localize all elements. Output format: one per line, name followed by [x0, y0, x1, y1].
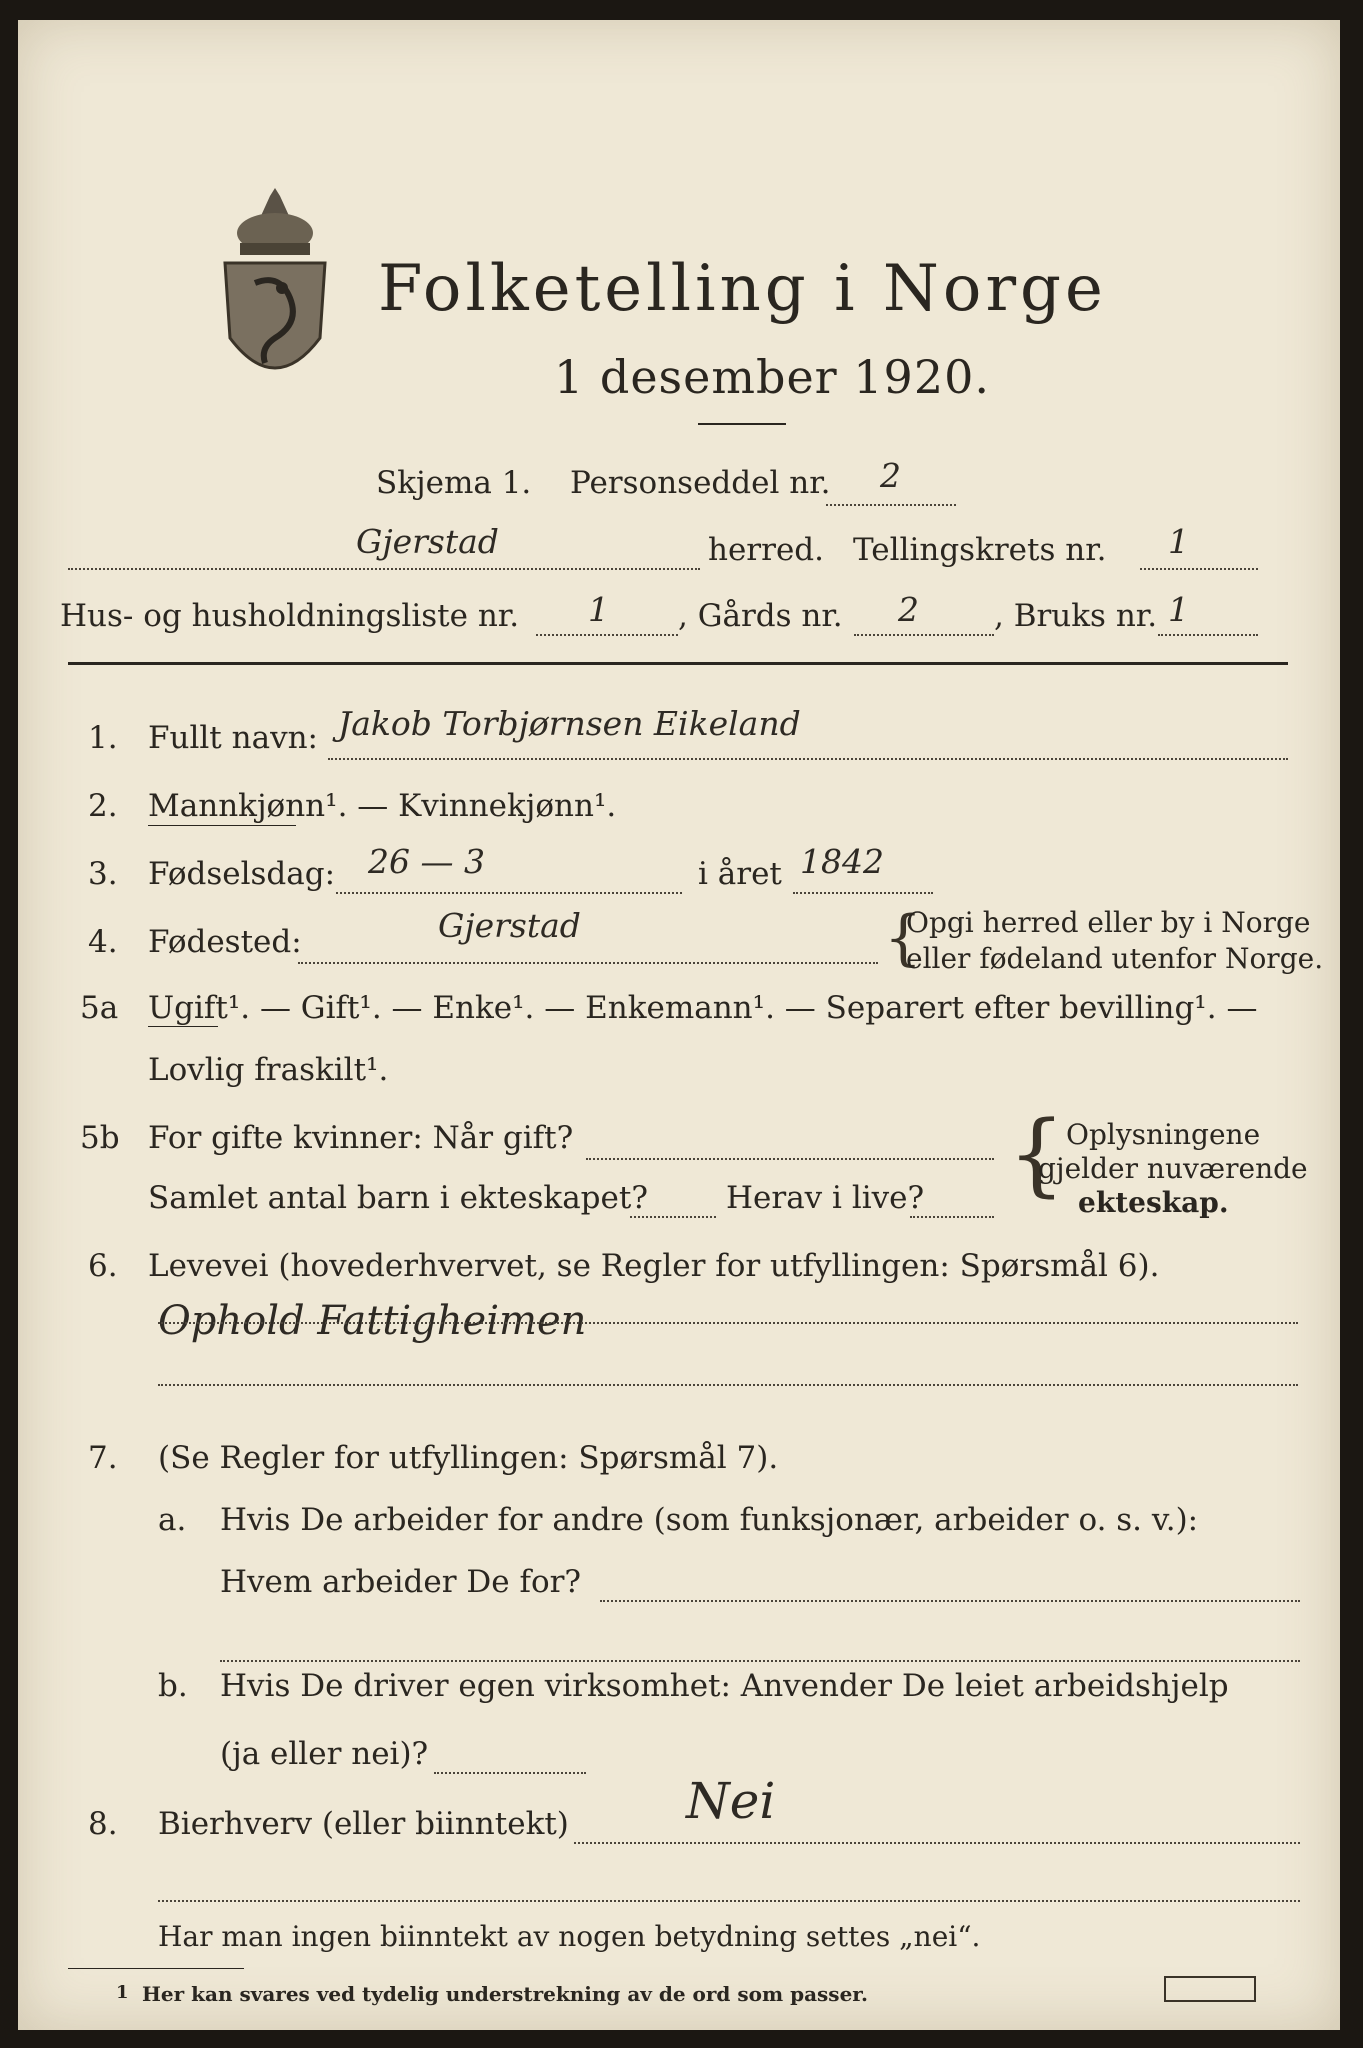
q7b-line2: (ja eller nei)? — [220, 1736, 429, 1772]
q4-number: 4. — [88, 924, 118, 960]
q5a-number: 5a — [80, 990, 119, 1026]
ugift-underline — [148, 1026, 218, 1027]
side-income-value[interactable]: Nei — [686, 1772, 776, 1830]
gender-options[interactable]: Mannkjønn¹. — Kvinnekjønn¹. — [148, 788, 617, 824]
husholdningsliste-value[interactable]: 1 — [588, 590, 609, 629]
q4-brace: { — [884, 903, 923, 973]
occupation-field-line2 — [158, 1384, 1298, 1386]
personseddel-field-line — [826, 504, 956, 506]
personseddel-label: Personseddel nr. — [570, 465, 831, 501]
q8-number: 8. — [88, 1806, 118, 1842]
side-income-field-line2 — [158, 1900, 1300, 1902]
q5b-label-married: For gifte kvinner: Når gift? — [148, 1120, 574, 1156]
birthplace-field-line — [298, 962, 878, 964]
gards-label: , Gårds nr. — [678, 598, 843, 634]
q6-number: 6. — [88, 1248, 118, 1284]
employer-field-line1 — [600, 1600, 1300, 1602]
husholdningsliste-field-line — [536, 634, 678, 636]
title-divider — [698, 423, 786, 425]
coat-of-arms-icon — [220, 188, 330, 398]
herred-field-line — [68, 568, 700, 570]
q7a-letter: a. — [158, 1502, 187, 1538]
bruks-field-line — [1158, 634, 1258, 636]
q5b-brace: { — [1008, 1102, 1066, 1207]
birthplace-value[interactable]: Gjerstad — [438, 906, 581, 945]
q2-number: 2. — [88, 788, 118, 824]
q5b-note-line2: gjelder nuværende — [1038, 1152, 1308, 1185]
q8-label: Bierhverv (eller biinntekt) — [158, 1806, 569, 1842]
q5b-number: 5b — [80, 1120, 120, 1156]
q7a-line1: Hvis De arbeider for andre (som funksjonær, arbeider o. s. v.): — [220, 1502, 1199, 1538]
form-title: Folketelling i Norge — [378, 252, 1107, 326]
q5b-note-line3: ekteskap. — [1078, 1186, 1229, 1219]
marital-status-options[interactable]: Ugift¹. — Gift¹. — Enke¹. — Enkemann¹. — Separert efter bevilling¹. — — [148, 990, 1258, 1026]
q5b-label-alive: Herav i live? — [726, 1180, 925, 1216]
q6-label: Levevei (hovederhvervet, se Regler for utfyllingen: Spørsmål 6). — [148, 1248, 1160, 1284]
children-field-line — [630, 1216, 716, 1218]
personseddel-value[interactable]: 2 — [880, 456, 901, 495]
gards-field-line — [854, 634, 994, 636]
birthyear-value[interactable]: 1842 — [800, 842, 884, 881]
birthdate-value[interactable]: 26 — 3 — [368, 842, 485, 881]
herred-label: herred. — [708, 532, 824, 568]
q7a-line2: Hvem arbeider De for? — [220, 1564, 582, 1600]
tellingskrets-value[interactable]: 1 — [1168, 522, 1189, 561]
alive-field-line — [910, 1216, 994, 1218]
hired-help-field-line — [434, 1772, 586, 1774]
gards-value[interactable]: 2 — [898, 590, 919, 629]
footnote-number: 1 — [116, 1982, 129, 2003]
header-rule — [68, 662, 1288, 665]
occupation-field-line1 — [158, 1322, 1298, 1324]
marital-status-options-line2[interactable]: Lovlig fraskilt¹. — [148, 1052, 389, 1088]
year-label: i året — [698, 856, 782, 892]
q1-number: 1. — [88, 720, 118, 756]
full-name-value[interactable]: Jakob Torbjørnsen Eikeland — [338, 704, 801, 743]
footnote-text: Her kan svares ved tydelig understrekning av de ord som passer. — [142, 1982, 868, 2006]
tellingskrets-field-line — [1140, 568, 1258, 570]
bruks-value[interactable]: 1 — [1168, 590, 1189, 629]
herred-value[interactable]: Gjerstad — [356, 522, 499, 561]
q7-number: 7. — [88, 1440, 118, 1476]
occupation-value[interactable]: Ophold Fattigheimen — [158, 1298, 587, 1344]
q1-field-line — [328, 758, 1288, 760]
census-form-page — [18, 20, 1340, 2030]
husholdningsliste-label: Hus- og husholdningsliste nr. — [60, 598, 520, 634]
birthdate-field-line — [336, 892, 682, 894]
q7b-letter: b. — [158, 1668, 188, 1704]
q3-label: Fødselsdag: — [148, 856, 336, 892]
q4-note-line1: Opgi herred eller by i Norge — [906, 906, 1311, 939]
footer-note: Har man ingen biinntekt av nogen betydning settes „nei“. — [158, 1920, 981, 1953]
q3-number: 3. — [88, 856, 118, 892]
census-date: 1 desember 1920. — [554, 350, 990, 404]
mannkjonn-underline — [148, 825, 296, 826]
printer-stamp — [1164, 1976, 1256, 2002]
q7b-line1: Hvis De driver egen virksomhet: Anvender De leiet arbeidshjelp — [220, 1668, 1229, 1704]
q4-label: Fødested: — [148, 924, 302, 960]
tellingskrets-label: Tellingskrets nr. — [853, 532, 1107, 568]
footnote-rule — [68, 1968, 244, 1969]
employer-field-line2 — [220, 1660, 1300, 1662]
birthyear-field-line — [793, 892, 933, 894]
side-income-field-line1 — [574, 1842, 1300, 1844]
q1-label: Fullt navn: — [148, 720, 318, 756]
q5b-note-line1: Oplysningene — [1066, 1118, 1261, 1151]
q5b-label-children: Samlet antal barn i ekteskapet? — [148, 1180, 648, 1216]
married-date-field-line — [586, 1158, 994, 1160]
q7-label: (Se Regler for utfyllingen: Spørsmål 7). — [158, 1440, 779, 1476]
q4-note-line2: eller fødeland utenfor Norge. — [906, 942, 1324, 975]
bruks-label: , Bruks nr. — [994, 598, 1158, 634]
skjema-label: Skjema 1. — [376, 465, 532, 501]
